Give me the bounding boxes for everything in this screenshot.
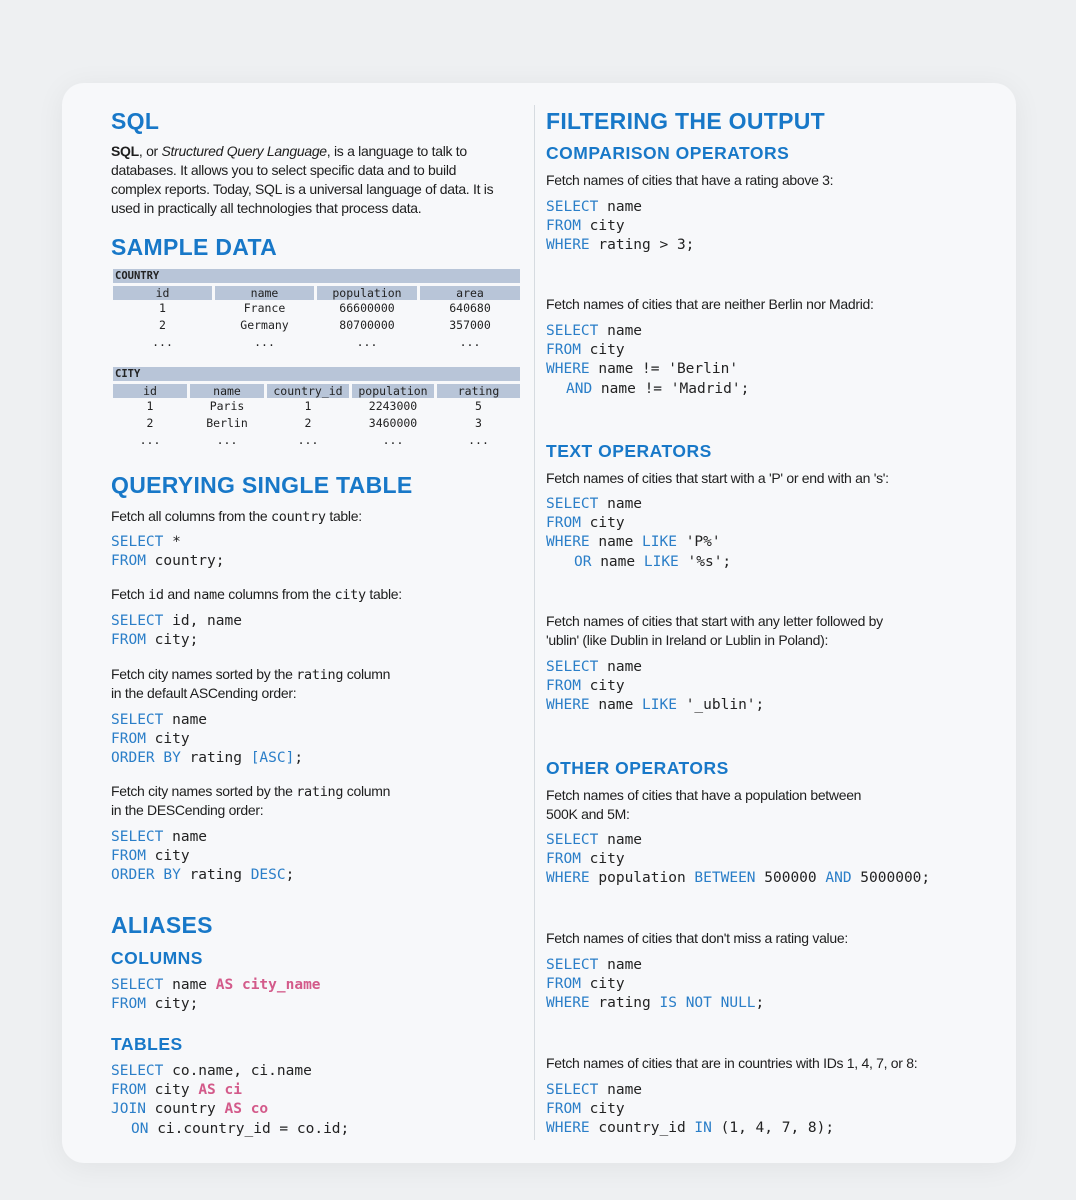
table-header-cell: population <box>317 286 417 300</box>
table-cell: ... <box>254 335 275 349</box>
text-1-description: Fetch names of cities that start with a 'P' or end with an 's': <box>546 470 889 486</box>
other-3-code: SELECT name FROM city WHERE country_id IN (1, 4, 7, 8); <box>546 1082 835 1137</box>
table-header-cell: area <box>420 286 520 300</box>
table-cell: ... <box>216 433 238 447</box>
query-3-description: Fetch city names sorted by the rating column <box>111 666 391 683</box>
table-cell: 80700000 <box>339 318 395 332</box>
table-row <box>113 317 520 334</box>
other-1-code: SELECT name FROM city WHERE population BETWEEN 500000 AND 5000000; <box>546 832 931 887</box>
comparison-2-description: Fetch names of cities that are neither Berlin nor Madrid: <box>546 296 874 312</box>
table-cell: 2243000 <box>368 399 418 413</box>
table-row <box>113 300 520 317</box>
query-4-code: SELECT name FROM city ORDER BY rating DESC; <box>111 829 295 884</box>
table-cell: ... <box>468 433 489 447</box>
sql-intro-line-4: used in practically all technologies that process data. <box>111 200 422 216</box>
filtering-heading: FILTERING THE OUTPUT <box>546 108 826 134</box>
table-cell: ... <box>382 433 404 447</box>
table-row <box>113 398 520 415</box>
table-cell: 1 <box>159 301 166 315</box>
other-2-description: Fetch names of cities that don't miss a rating value: <box>546 930 848 946</box>
table-cell: ... <box>139 433 161 447</box>
table-cell: 357000 <box>449 318 491 332</box>
query-2-code: SELECT id, name FROM city; <box>111 613 242 649</box>
table-cell: Germany <box>240 318 289 332</box>
comparison-subheading: COMPARISON OPERATORS <box>546 143 790 163</box>
sql-intro-line-2: databases. It allows you to select specific data and to build <box>111 162 457 178</box>
text-2-description: Fetch names of cities that start with any letter followed by <box>546 613 883 629</box>
table-cell: 2 <box>146 416 154 430</box>
query-1-description: Fetch all columns from the country table: <box>111 508 362 525</box>
text-2-description-line-2: 'ublin' (like Dublin in Ireland or Lublin in Poland): <box>546 632 829 648</box>
query-4-description-line-2: in the DESCending order: <box>111 802 264 818</box>
table-cell: 2 <box>159 318 166 332</box>
table-row <box>113 415 520 432</box>
table-row <box>113 334 520 351</box>
other-1-description: Fetch names of cities that have a population between <box>546 787 862 803</box>
table-row <box>113 432 520 449</box>
other-1-description-line-2: 500K and 5M: <box>546 806 630 822</box>
column-divider <box>534 105 535 1140</box>
text-2-code: SELECT name FROM city WHERE name LIKE '_ublin'; <box>546 659 765 714</box>
other-operators-subheading: OTHER OPERATORS <box>546 758 729 778</box>
table-header-cell: id <box>113 286 212 300</box>
table-cell: 66600000 <box>339 301 395 315</box>
text-1-code: SELECT name FROM city WHERE name LIKE 'P%' OR name LIKE '%s'; <box>546 496 732 570</box>
table-cell: France <box>243 301 286 315</box>
table-cell: 5 <box>475 399 482 413</box>
table-cell: 1 <box>304 399 312 413</box>
sample-data-heading: SAMPLE DATA <box>111 234 277 260</box>
table-header-cell: id <box>113 384 187 398</box>
table-cell: 640680 <box>449 301 491 315</box>
comparison-2-code: SELECT name FROM city WHERE name != 'Berlin' AND name != 'Madrid'; <box>546 323 750 397</box>
query-3-description-line-2: in the default ASCending order: <box>111 685 297 701</box>
sql-heading: SQL <box>111 108 160 134</box>
columns-alias-code: SELECT name AS city_name FROM city; <box>111 977 321 1013</box>
table-cell: ... <box>152 335 173 349</box>
table-header-cell: name <box>215 286 314 300</box>
city-table-header <box>113 384 520 398</box>
table-cell: ... <box>459 335 481 349</box>
comparison-1-code: SELECT name FROM city WHERE rating > 3; <box>546 199 695 254</box>
country-table <box>113 269 520 351</box>
other-2-code: SELECT name FROM city WHERE rating IS NOT NULL; <box>546 957 765 1012</box>
table-cell: 2 <box>304 416 312 430</box>
table-cell: ... <box>297 433 319 447</box>
table-header-cell: name <box>190 384 264 398</box>
aliases-heading: ALIASES <box>111 912 213 938</box>
query-4-description: Fetch city names sorted by the rating column <box>111 783 391 800</box>
sql-intro-line-3: complex reports. Today, SQL is a universal language of data. It is <box>111 181 494 197</box>
table-cell: 3 <box>475 416 482 430</box>
country-table-title: COUNTRY <box>113 269 520 283</box>
tables-alias-code: SELECT co.name, ci.name FROM city AS ci JOIN country AS co ON ci.country_id = co.id; <box>111 1063 350 1137</box>
table-header-cell: rating <box>437 384 520 398</box>
text-operators-subheading: TEXT OPERATORS <box>546 441 712 461</box>
table-cell: Berlin <box>206 416 248 430</box>
comparison-1-description: Fetch names of cities that have a rating above 3: <box>546 172 834 188</box>
query-3-code: SELECT name FROM city ORDER BY rating [ASC]; <box>111 712 304 767</box>
city-table <box>113 367 520 449</box>
columns-subheading: COLUMNS <box>111 948 203 968</box>
table-cell: ... <box>356 335 378 349</box>
table-cell: 3460000 <box>368 416 418 430</box>
other-3-description: Fetch names of cities that are in countries with IDs 1, 4, 7, or 8: <box>546 1055 918 1071</box>
sql-intro-line-1: SQL, or Structured Query Language, is a language to talk to <box>111 143 467 159</box>
table-cell: Paris <box>209 399 245 413</box>
query-2-description: Fetch id and name columns from the city table: <box>111 586 402 603</box>
country-table-header <box>113 286 520 300</box>
table-header-cell: country_id <box>267 384 349 398</box>
table-header-cell: population <box>352 384 434 398</box>
city-table-title: CITY <box>113 367 520 381</box>
querying-heading: QUERYING SINGLE TABLE <box>111 472 413 498</box>
table-cell: 1 <box>146 399 154 413</box>
tables-subheading: TABLES <box>111 1034 183 1054</box>
query-1-code: SELECT * FROM country; <box>111 534 225 570</box>
